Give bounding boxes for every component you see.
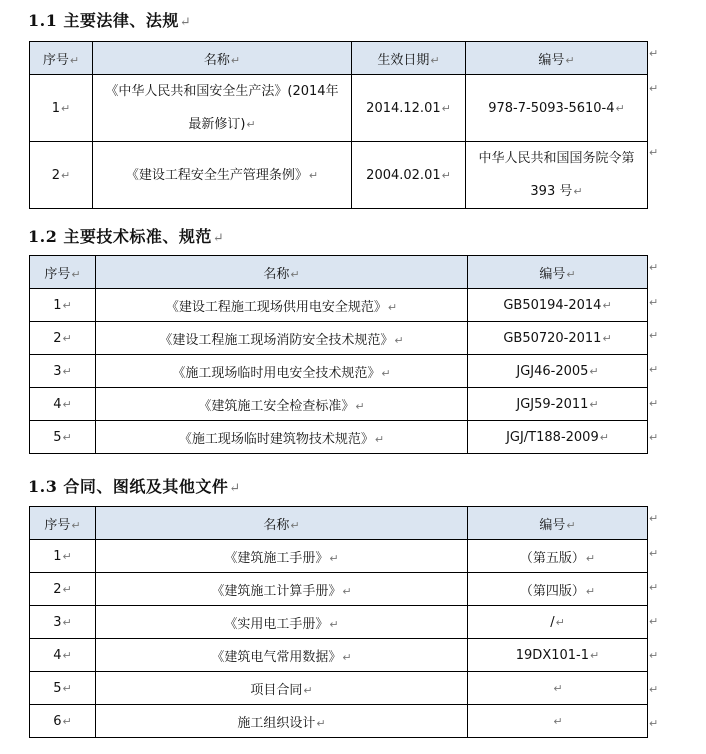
table-row — [30, 639, 648, 672]
cell-code: ↵ — [468, 705, 648, 738]
row-end-mark: ↵ — [649, 615, 659, 628]
col-header-index: 序号↵ — [30, 256, 96, 289]
col-header-index: 序号↵ — [30, 42, 93, 75]
documents-table — [29, 506, 648, 738]
cell-code: 中华人民共和国国务院令第 393 号↵ — [466, 142, 648, 209]
cell-code: ↵ — [468, 672, 648, 705]
table-row — [30, 705, 648, 738]
table-row — [30, 322, 648, 355]
cell-code: JGJ/T188-2009↵ — [468, 421, 648, 454]
cell-name: 《建筑施工计算手册》↵ — [96, 573, 468, 606]
row-end-mark: ↵ — [649, 329, 659, 342]
cell-code: 978-7-5093-5610-4↵ — [466, 75, 648, 142]
cell-index: 2↵ — [30, 322, 96, 355]
cell-name: 项目合同↵ — [96, 672, 468, 705]
table-row — [30, 421, 648, 454]
row-end-mark: ↵ — [649, 363, 659, 376]
col-header-name: 名称↵ — [93, 42, 352, 75]
col-header-code: 编号↵ — [468, 256, 648, 289]
cell-index: 1↵ — [30, 289, 96, 322]
col-header-index: 序号↵ — [30, 507, 96, 540]
table-row — [30, 540, 648, 573]
section-heading-1-1 — [28, 8, 191, 31]
cell-name: 《中华人民共和国安全生产法》(2014年最新修订)↵ — [93, 75, 352, 142]
table-row — [30, 606, 648, 639]
cell-index: 3↵ — [30, 606, 96, 639]
cell-code: GB50194-2014↵ — [468, 289, 648, 322]
cell-index: 4↵ — [30, 388, 96, 421]
cell-date: 2004.02.01↵ — [352, 142, 466, 209]
cell-name: 《建筑施工安全检查标准》↵ — [96, 388, 468, 421]
row-end-mark: ↵ — [649, 683, 659, 696]
table-row — [30, 75, 648, 142]
col-header-name: 名称↵ — [96, 256, 468, 289]
col-header-name: 名称↵ — [96, 507, 468, 540]
section-heading-1-2 — [28, 224, 224, 247]
paragraph-mark: ↵ — [229, 481, 241, 496]
row-end-mark: ↵ — [649, 512, 659, 525]
row-end-mark: ↵ — [649, 717, 659, 730]
standards-table — [29, 255, 648, 454]
table-row — [30, 573, 648, 606]
laws-table — [29, 41, 648, 209]
table-row — [30, 672, 648, 705]
table-row — [30, 142, 648, 209]
cell-name: 《建设工程施工现场消防安全技术规范》↵ — [96, 322, 468, 355]
row-end-mark: ↵ — [649, 47, 659, 60]
cell-name: 施工组织设计↵ — [96, 705, 468, 738]
cell-name: 《施工现场临时建筑物技术规范》↵ — [96, 421, 468, 454]
heading-text: 1.2 主要技术标准、规范 — [28, 227, 212, 246]
cell-code: 19DX101-1↵ — [468, 639, 648, 672]
cell-code: GB50720-2011↵ — [468, 322, 648, 355]
row-end-mark: ↵ — [649, 649, 659, 662]
table-row — [30, 388, 648, 421]
heading-text: 1.1 主要法律、法规 — [28, 11, 179, 30]
cell-index: 2↵ — [30, 573, 96, 606]
row-end-mark: ↵ — [649, 547, 659, 560]
row-end-mark: ↵ — [649, 261, 659, 274]
cell-name: 《建筑电气常用数据》↵ — [96, 639, 468, 672]
cell-name: 《施工现场临时用电安全技术规范》↵ — [96, 355, 468, 388]
col-header-code: 编号↵ — [466, 42, 648, 75]
cell-index: 5↵ — [30, 421, 96, 454]
table-row — [30, 355, 648, 388]
table-header-row — [30, 42, 648, 75]
cell-index: 5↵ — [30, 672, 96, 705]
cell-name: 《建筑施工手册》↵ — [96, 540, 468, 573]
cell-code: JGJ46-2005↵ — [468, 355, 648, 388]
cell-index: 1↵ — [30, 540, 96, 573]
cell-index: 2↵ — [30, 142, 93, 209]
cell-index: 4↵ — [30, 639, 96, 672]
cell-name: 《建设工程安全生产管理条例》↵ — [93, 142, 352, 209]
heading-text: 1.3 合同、图纸及其他文件 — [28, 477, 229, 496]
cell-index: 1↵ — [30, 75, 93, 142]
paragraph-mark: ↵ — [179, 15, 192, 30]
cell-date: 2014.12.01↵ — [352, 75, 466, 142]
table-header-row — [30, 507, 648, 540]
row-end-mark: ↵ — [649, 146, 659, 159]
section-heading-1-3 — [28, 474, 241, 497]
table-row — [30, 289, 648, 322]
row-end-mark: ↵ — [649, 397, 659, 410]
row-end-mark: ↵ — [649, 82, 659, 95]
cell-index: 3↵ — [30, 355, 96, 388]
paragraph-mark: ↵ — [212, 231, 225, 246]
cell-name: 《建设工程施工现场供用电安全规范》↵ — [96, 289, 468, 322]
row-end-mark: ↵ — [649, 581, 659, 594]
cell-code: （第五版）↵ — [468, 540, 648, 573]
cell-code: JGJ59-2011↵ — [468, 388, 648, 421]
table-header-row — [30, 256, 648, 289]
row-end-mark: ↵ — [649, 431, 659, 444]
cell-index: 6↵ — [30, 705, 96, 738]
col-header-code: 编号↵ — [468, 507, 648, 540]
cell-code: /↵ — [468, 606, 648, 639]
col-header-date: 生效日期↵ — [352, 42, 466, 75]
cell-code: （第四版）↵ — [468, 573, 648, 606]
row-end-mark: ↵ — [649, 296, 659, 309]
cell-name: 《实用电工手册》↵ — [96, 606, 468, 639]
